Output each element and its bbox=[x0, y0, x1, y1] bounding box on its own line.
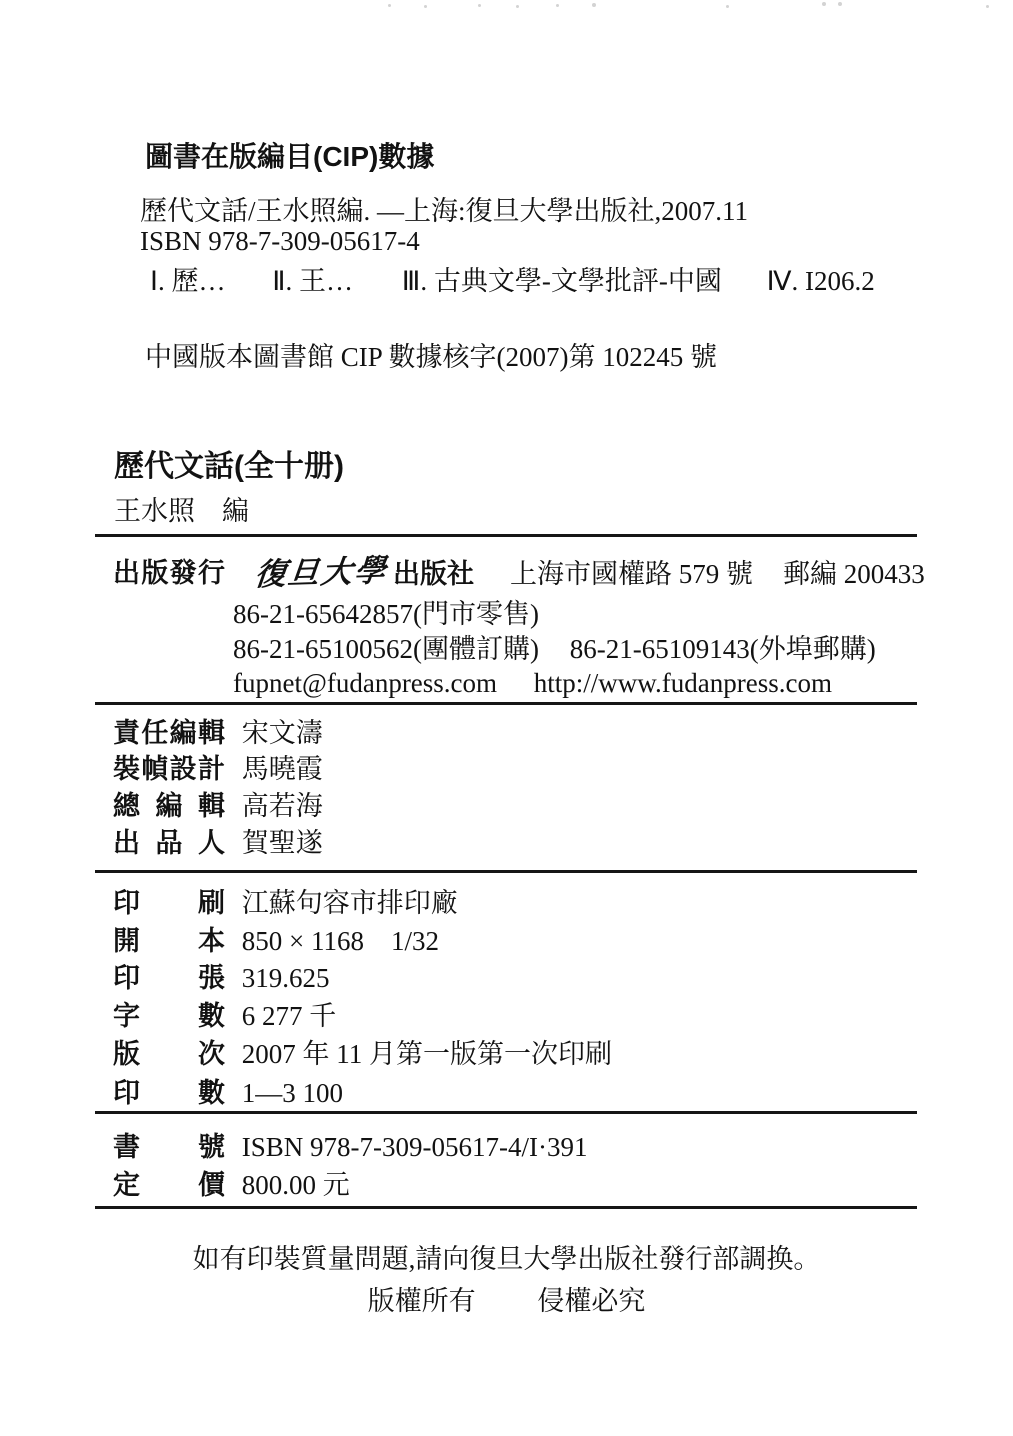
printing-value: 江蘇句容市排印廠 bbox=[241, 888, 458, 918]
phone-lines bbox=[233, 632, 876, 666]
scan-speck bbox=[592, 3, 596, 7]
printing-value: 319.625 bbox=[241, 963, 330, 993]
staff-row bbox=[113, 716, 323, 750]
isbn-label: 書 號 bbox=[113, 1132, 225, 1162]
book-editor: 王水照 編 bbox=[114, 496, 249, 526]
printing-row bbox=[113, 961, 330, 995]
printing-label: 印 張 bbox=[113, 963, 225, 993]
scan-speck bbox=[822, 2, 826, 6]
web-contact-line bbox=[233, 666, 832, 700]
printing-value: 1—3 100 bbox=[241, 1078, 343, 1108]
staff-value: 賀聖遂 bbox=[241, 828, 323, 858]
phone-mailorder: 86-21-65109143(外埠郵購) bbox=[569, 634, 876, 664]
scan-speck bbox=[516, 5, 519, 8]
isbn-row bbox=[113, 1130, 587, 1164]
book-title: 歷代文話(全十册) bbox=[114, 450, 344, 483]
publisher-postcode: 郵編 200433 bbox=[783, 559, 925, 589]
printing-label: 印 刷 bbox=[113, 888, 225, 918]
infringement-warning: 侵權必究 bbox=[537, 1286, 646, 1316]
scan-speck bbox=[424, 5, 427, 8]
phone-retail-line: 86-21-65642857(門市零售) bbox=[233, 599, 539, 629]
divider-rule bbox=[95, 1111, 917, 1114]
publisher-email: fupnet@fudanpress.com bbox=[233, 668, 498, 698]
staff-value: 宋文濤 bbox=[241, 718, 323, 748]
staff-label: 責任編輯 bbox=[113, 718, 225, 748]
isbn-value: ISBN 978-7-309-05617-4/I·391 bbox=[241, 1132, 588, 1162]
copyright-line bbox=[0, 1284, 1013, 1318]
divider-rule bbox=[95, 702, 917, 705]
cip-record-line: 中國版本圖書館 CIP 數據核字(2007)第 102245 號 bbox=[145, 342, 717, 372]
printing-value: 2007 年 11 月第一版第一次印刷 bbox=[241, 1039, 612, 1069]
cip-class-2: Ⅱ. 王… bbox=[272, 266, 354, 296]
divider-rule bbox=[95, 870, 917, 873]
printing-row bbox=[113, 886, 458, 920]
printing-row bbox=[113, 1037, 612, 1071]
staff-label: 裝幀設計 bbox=[113, 754, 225, 784]
publisher-logo-suffix: 出版社 bbox=[393, 559, 474, 589]
printing-row bbox=[113, 999, 336, 1033]
cip-classification-line bbox=[150, 264, 875, 298]
staff-label: 出 品 人 bbox=[113, 828, 225, 858]
quality-notice: 如有印裝質量問題,請向復旦大學出版社發行部調换。 bbox=[192, 1244, 821, 1274]
staff-row bbox=[113, 789, 323, 823]
printing-value: 6 277 千 bbox=[241, 1001, 337, 1031]
scan-speck bbox=[478, 4, 481, 7]
staff-value: 高若海 bbox=[241, 791, 323, 821]
staff-label: 總 編 輯 bbox=[113, 791, 225, 821]
printing-label: 印 數 bbox=[113, 1078, 225, 1108]
cip-heading: 圖書在版編目(CIP)數據 bbox=[145, 141, 435, 172]
publisher-label: 出版發行 bbox=[113, 558, 225, 588]
scan-speck bbox=[388, 4, 391, 7]
phone-group: 86-21-65100562(團體訂購) bbox=[233, 634, 539, 664]
publisher-address: 上海市國權路 579 號 bbox=[510, 559, 753, 589]
cip-class-1: Ⅰ. 歷… bbox=[150, 266, 226, 296]
price-row bbox=[113, 1168, 350, 1202]
price-value: 800.00 元 bbox=[241, 1170, 350, 1200]
cip-class-4: Ⅳ. I206.2 bbox=[766, 266, 875, 296]
cip-isbn-line: ISBN 978-7-309-05617-4 bbox=[140, 226, 420, 256]
divider-rule bbox=[95, 1206, 917, 1209]
printing-row bbox=[113, 1076, 343, 1110]
cip-entry-line: 歷代文話/王水照編. —上海:復旦大學出版社,2007.11 bbox=[140, 196, 749, 226]
printing-label: 版 次 bbox=[113, 1039, 225, 1069]
cip-class-3: Ⅲ. 古典文學-文學批評-中國 bbox=[401, 266, 722, 296]
divider-rule bbox=[95, 534, 917, 537]
printing-label: 開 本 bbox=[113, 926, 225, 956]
printing-label: 字 數 bbox=[113, 1001, 225, 1031]
printing-row bbox=[113, 924, 439, 958]
rights-reserved: 版權所有 bbox=[367, 1286, 476, 1316]
publisher-row bbox=[113, 552, 925, 593]
price-label: 定 價 bbox=[113, 1170, 225, 1200]
scan-speck bbox=[556, 4, 559, 7]
staff-value: 馬曉霞 bbox=[241, 754, 323, 784]
staff-row bbox=[113, 826, 323, 860]
printing-value: 850 × 1168 1/32 bbox=[241, 926, 439, 956]
staff-row bbox=[113, 752, 323, 786]
fudan-university-logo: 復旦大學 bbox=[252, 552, 390, 593]
scan-speck bbox=[726, 5, 729, 8]
scan-speck bbox=[986, 5, 989, 8]
scan-speck bbox=[838, 2, 842, 6]
publisher-website: http://www.fudanpress.com bbox=[533, 668, 832, 698]
